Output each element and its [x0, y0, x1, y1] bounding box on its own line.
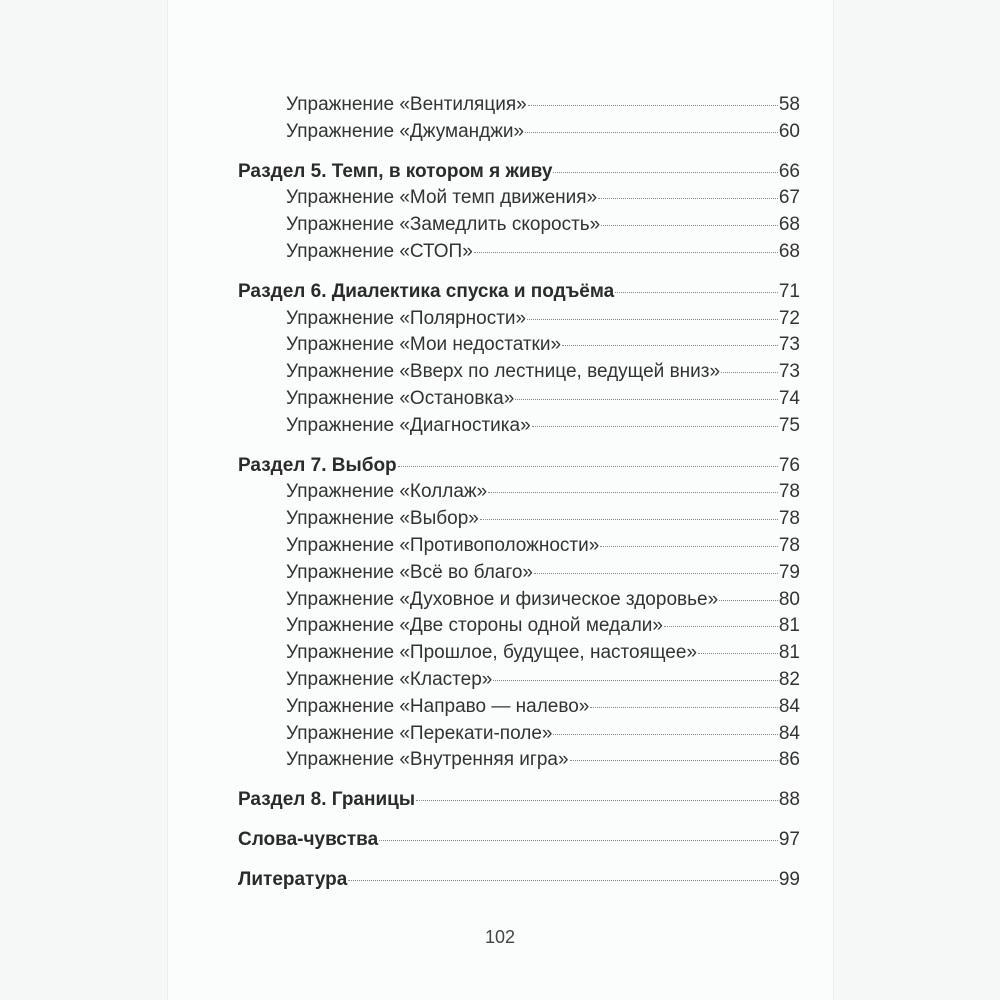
toc-entry-page: 66	[778, 160, 800, 182]
toc-exercise-entry	[238, 506, 800, 533]
toc-entry-page: 84	[778, 695, 800, 717]
toc-exercise-entry	[238, 640, 800, 667]
toc-exercise-entry	[238, 667, 800, 694]
dot-leader	[664, 626, 778, 627]
dot-leader	[590, 707, 777, 708]
toc-exercise-entry	[238, 332, 800, 359]
dot-leader	[570, 760, 778, 761]
toc-exercise-entry	[238, 239, 800, 266]
toc-entry-title: Упражнение «Кластер»	[286, 668, 493, 690]
toc-entry-page: 78	[778, 481, 800, 503]
toc-entry-page: 67	[778, 187, 800, 209]
toc-entry-page: 78	[778, 508, 800, 530]
toc-exercise-entry	[238, 613, 800, 640]
toc-entry-page: 75	[778, 414, 800, 436]
toc-entry-page: 79	[778, 561, 800, 583]
toc-exercise-entry	[238, 479, 800, 506]
toc-exercise-entry	[238, 212, 800, 239]
toc-entry-title: Раздел 7. Выбор	[238, 454, 397, 476]
toc-entry-title: Упражнение «Выбор»	[286, 508, 479, 530]
toc-entry-title: Упражнение «Прошлое, будущее, настоящее»	[286, 642, 698, 664]
toc-entry-title: Упражнение «Перекати-поле»	[286, 722, 553, 744]
toc-entry-page: 82	[778, 668, 800, 690]
toc-entry-title: Упражнение «СТОП»	[286, 240, 473, 262]
dot-leader	[601, 225, 778, 226]
dot-leader	[525, 132, 778, 133]
toc-entry-page: 72	[778, 307, 800, 329]
toc-exercise-entry	[238, 185, 800, 212]
toc-entry-page: 84	[778, 722, 800, 744]
toc-exercise-entry	[238, 92, 800, 119]
toc-entry-page: 88	[778, 789, 800, 811]
toc-section-entry	[238, 867, 800, 894]
toc-entry-title: Упражнение «Коллаж»	[286, 481, 488, 503]
toc-entry-page: 76	[778, 454, 800, 476]
toc-entry-page: 71	[778, 280, 800, 302]
dot-leader	[534, 573, 778, 574]
dot-leader	[598, 198, 778, 199]
toc-exercise-entry	[238, 119, 800, 146]
toc-entry-title: Упражнение «Всё во благо»	[286, 561, 533, 583]
toc-exercise-entry	[238, 386, 800, 413]
toc-entry-page: 97	[778, 828, 800, 850]
toc-exercise-entry	[238, 306, 800, 333]
toc-entry-page: 68	[778, 240, 800, 262]
toc-entry-title: Раздел 8. Границы	[238, 789, 416, 811]
toc-exercise-entry	[238, 694, 800, 721]
toc-entry-title: Литература	[238, 868, 348, 890]
toc-entry-page: 81	[778, 615, 800, 637]
dot-leader	[615, 292, 778, 293]
toc-entry-page: 60	[778, 120, 800, 142]
toc-section-entry	[238, 827, 800, 854]
toc-entry-title: Раздел 6. Диалектика спуска и подъёма	[238, 280, 615, 302]
dot-leader	[348, 880, 778, 881]
toc-entry-title: Упражнение «Вентиляция»	[286, 94, 527, 115]
toc-entry-title: Упражнение «Полярности»	[286, 307, 527, 329]
toc-exercise-entry	[238, 359, 800, 386]
toc-entry-title: Упражнение «Джуманджи»	[286, 120, 525, 142]
table-of-contents	[238, 92, 800, 894]
toc-entry-page: 86	[778, 749, 800, 771]
dot-leader	[480, 519, 778, 520]
dot-leader	[528, 105, 778, 106]
dot-leader	[532, 426, 778, 427]
dot-leader	[488, 492, 778, 493]
toc-section-entry	[238, 453, 800, 480]
toc-entry-page: 78	[778, 534, 800, 556]
dot-leader	[553, 734, 777, 735]
dot-leader	[721, 372, 778, 373]
dot-leader	[698, 653, 778, 654]
toc-entry-title: Раздел 5. Темп, в котором я живу	[238, 160, 553, 182]
toc-exercise-entry	[238, 721, 800, 748]
toc-entry-page: 74	[778, 387, 800, 409]
toc-entry-page: 81	[778, 642, 800, 664]
page-number: 102	[484, 927, 516, 947]
toc-entry-title: Упражнение «Направо — налево»	[286, 695, 590, 717]
dot-leader	[493, 680, 778, 681]
toc-entry-page: 58	[778, 94, 800, 115]
toc-entry-page: 99	[778, 868, 800, 890]
toc-entry-page: 80	[778, 588, 800, 610]
toc-exercise-entry	[238, 587, 800, 614]
toc-entry-title: Упражнение «Противоположности»	[286, 534, 600, 556]
toc-entry-title: Упражнение «Остановка»	[286, 387, 515, 409]
dot-leader	[562, 345, 778, 346]
dot-leader	[398, 466, 778, 467]
toc-entry-title: Упражнение «Внутренняя игра»	[286, 749, 569, 771]
dot-leader	[553, 172, 777, 173]
toc-entry-title: Упражнение «Замедлить скорость»	[286, 214, 601, 236]
dot-leader	[474, 252, 778, 253]
dot-leader	[379, 840, 778, 841]
toc-section-entry	[238, 159, 800, 186]
toc-entry-title: Упражнение «Две стороны одной медали»	[286, 615, 663, 637]
toc-exercise-entry	[238, 413, 800, 440]
toc-exercise-entry	[238, 747, 800, 774]
toc-section-entry	[238, 787, 800, 814]
dot-leader	[515, 399, 778, 400]
toc-entry-title: Слова-чувства	[238, 828, 379, 850]
toc-exercise-entry	[238, 560, 800, 587]
toc-exercise-entry	[238, 533, 800, 560]
toc-entry-title: Упражнение «Диагностика»	[286, 414, 531, 436]
dot-leader	[600, 546, 778, 547]
dot-leader	[527, 319, 778, 320]
dot-leader	[719, 600, 778, 601]
toc-entry-title: Упражнение «Мои недостатки»	[286, 334, 562, 356]
toc-section-entry	[238, 279, 800, 306]
dot-leader	[416, 800, 778, 801]
toc-entry-page: 68	[778, 214, 800, 236]
toc-entry-title: Упражнение «Мой темп движения»	[286, 187, 598, 209]
toc-entry-page: 73	[778, 334, 800, 356]
toc-entry-page: 73	[778, 361, 800, 383]
toc-entry-title: Упражнение «Духовное и физическое здоровье»	[286, 588, 719, 610]
toc-entry-title: Упражнение «Вверх по лестнице, ведущей вниз»	[286, 361, 721, 383]
